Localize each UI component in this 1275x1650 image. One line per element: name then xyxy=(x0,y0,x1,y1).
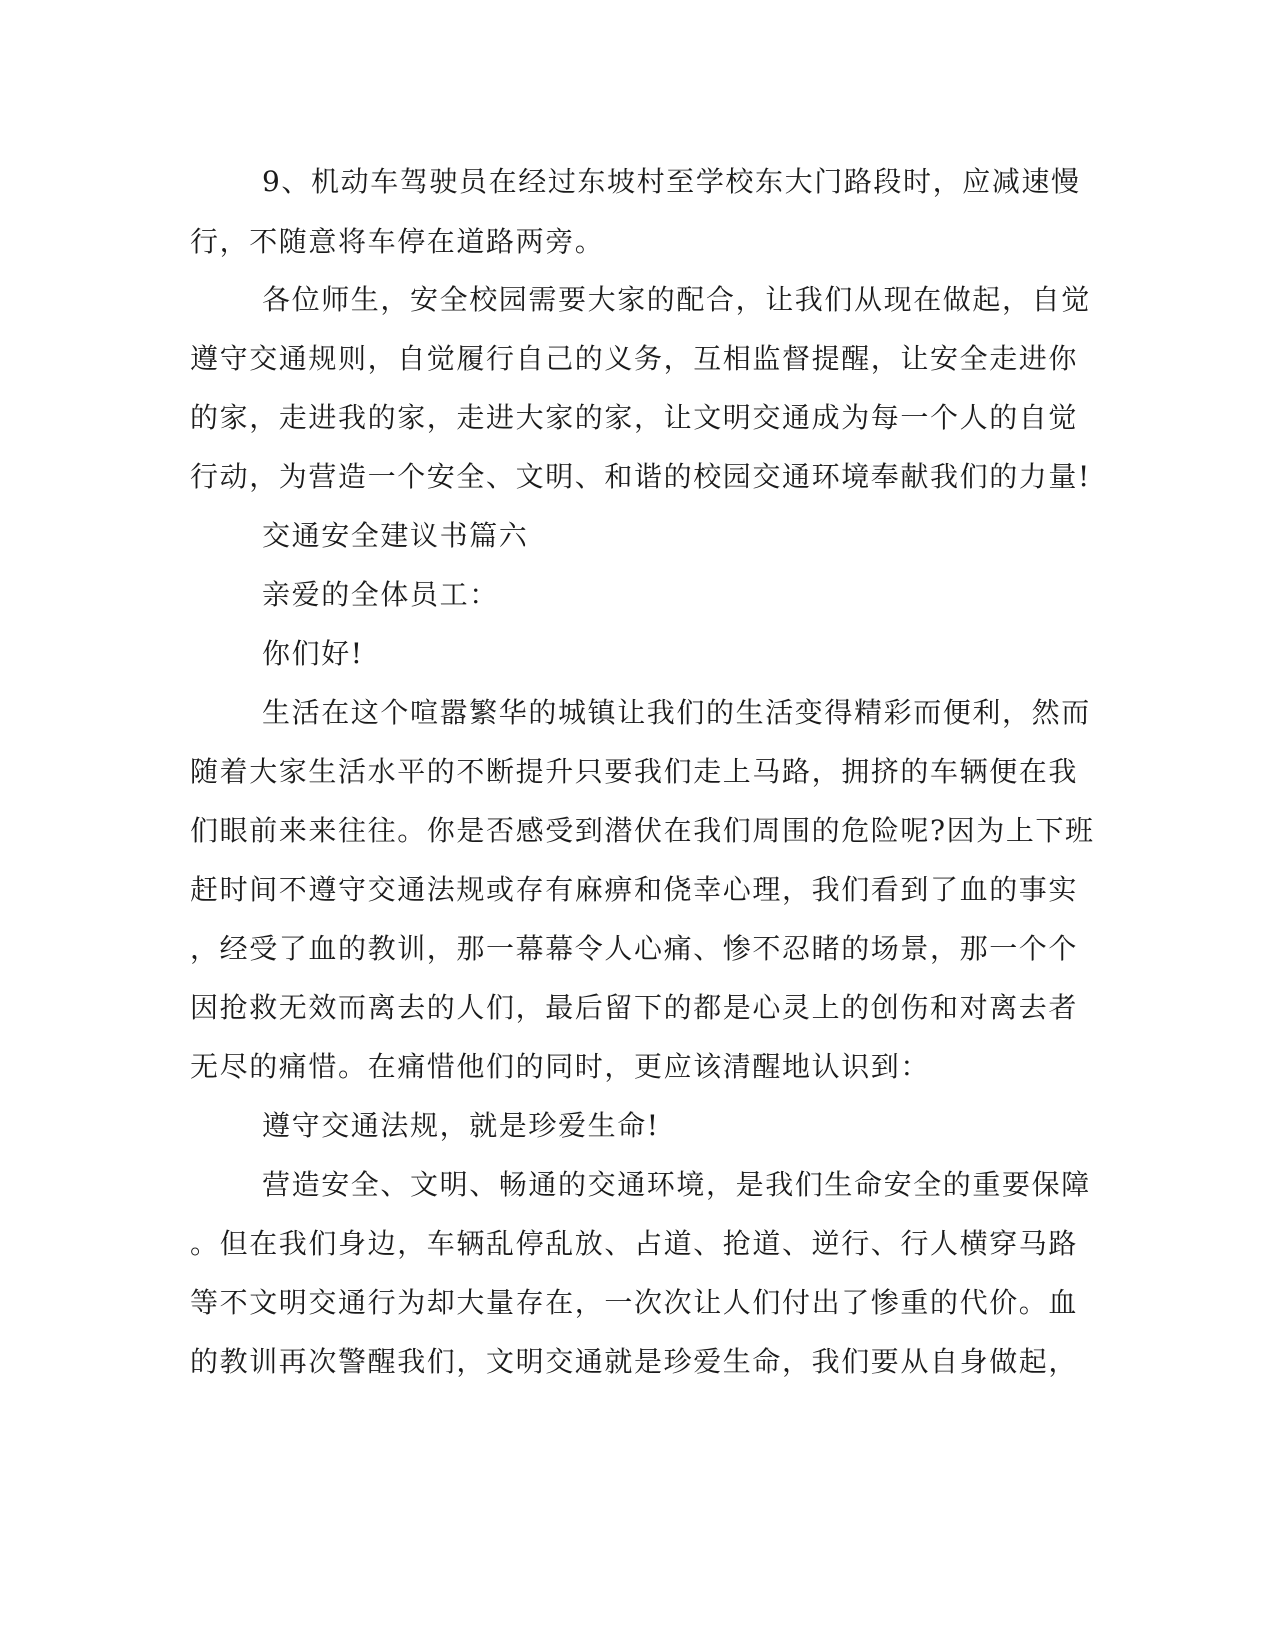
text-line: 们眼前来来往往。你是否感受到潜伏在我们周围的危险呢?因为上下班 xyxy=(190,814,1095,847)
text-line: 。但在我们身边，车辆乱停乱放、占道、抢道、逆行、行人横穿马路 xyxy=(190,1227,1079,1260)
text-line: 因抢救无效而离去的人们，最后留下的都是心灵上的创伤和对离去者 xyxy=(190,991,1079,1024)
slogan-line: 遵守交通法规，就是珍爱生命! xyxy=(262,1109,660,1142)
text-line: 等不文明交通行为却大量存在，一次次让人们付出了惨重的代价。血 xyxy=(190,1286,1079,1319)
text-line: 的家，走进我的家，走进大家的家，让文明交通成为每一个人的自觉 xyxy=(190,401,1079,434)
text-line: 9、机动车驾驶员在经过东坡村至学校东大门路段时，应减速慢 xyxy=(262,165,1081,198)
text-line: 随着大家生活水平的不断提升只要我们走上马路，拥挤的车辆便在我 xyxy=(190,755,1079,788)
text-line: ，经受了血的教训，那一幕幕令人心痛、惨不忍睹的场景，那一个个 xyxy=(190,932,1079,965)
section-heading: 交通安全建议书篇六 xyxy=(262,519,529,552)
text-line: 赶时间不遵守交通法规或存有麻痹和侥幸心理，我们看到了血的事实 xyxy=(190,873,1079,906)
text-line: 无尽的痛惜。在痛惜他们的同时，更应该清醒地认识到： xyxy=(190,1050,931,1083)
text-line: 行，不随意将车停在道路两旁。 xyxy=(190,225,605,258)
text-line: 的教训再次警醒我们，文明交通就是珍爱生命，我们要从自身做起， xyxy=(190,1345,1079,1378)
salutation: 亲爱的全体员工： xyxy=(262,578,499,611)
text-line: 行动，为营造一个安全、文明、和谐的校园交通环境奉献我们的力量! xyxy=(190,460,1091,493)
text-line: 遵守交通规则，自觉履行自己的义务，互相监督提醒，让安全走进你 xyxy=(190,342,1079,375)
text-line: 生活在这个喧嚣繁华的城镇让我们的生活变得精彩而便利，然而 xyxy=(262,696,1091,729)
text-line: 各位师生，安全校园需要大家的配合，让我们从现在做起，自觉 xyxy=(262,283,1091,316)
text-line: 营造安全、文明、畅通的交通环境，是我们生命安全的重要保障 xyxy=(262,1168,1091,1201)
greeting: 你们好! xyxy=(262,637,364,670)
